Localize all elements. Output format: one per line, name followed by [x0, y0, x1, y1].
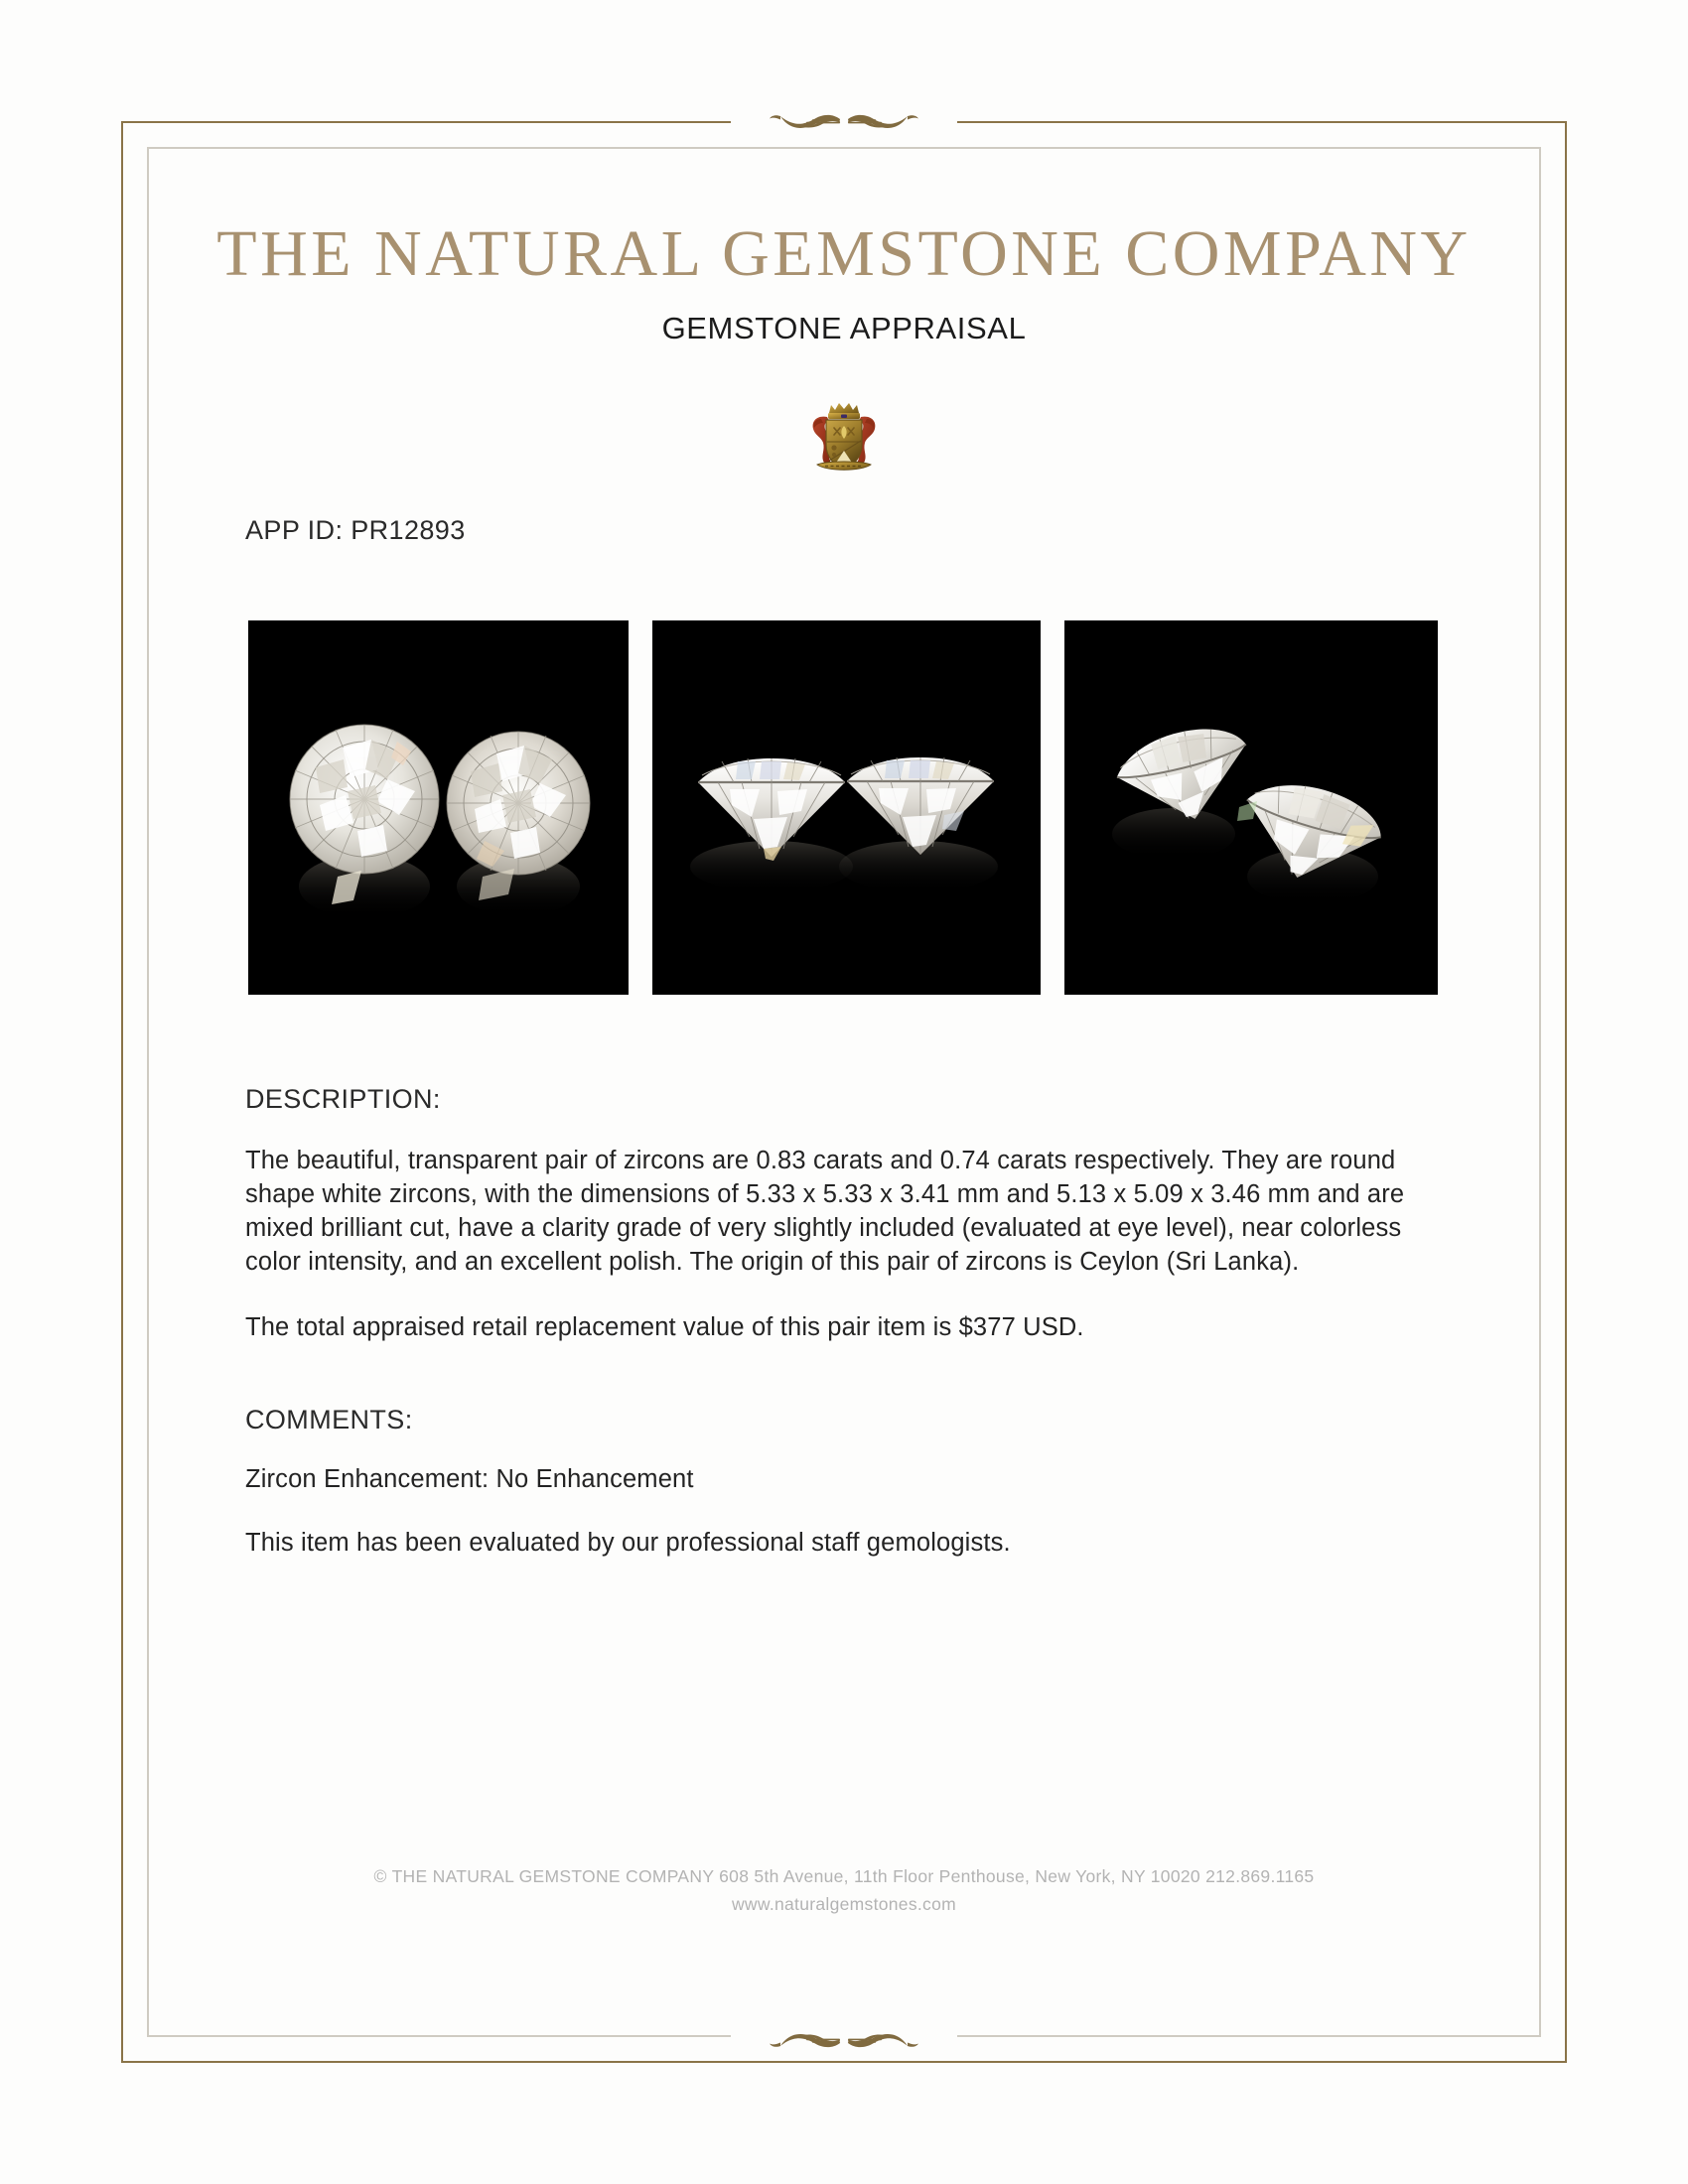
comment-evaluation: This item has been evaluated by our professional staff gemologists.	[245, 1529, 1011, 1557]
comments-heading: COMMENTS:	[245, 1405, 413, 1434]
gemstone-photo-profile-view	[652, 620, 1041, 995]
page-subtitle: GEMSTONE APPRAISAL	[661, 311, 1027, 345]
appraised-value-statement: The total appraised retail replacement value of this pair item is $377 USD.	[245, 1313, 1084, 1341]
heraldic-crest-icon	[799, 395, 889, 482]
company-title: THE NATURAL GEMSTONE COMPANY	[216, 217, 1472, 290]
gemstone-photo-angled-view	[1064, 620, 1438, 995]
gemstone-photo-top-view	[248, 620, 629, 995]
description-body: The beautiful, transparent pair of zircons are 0.83 carats and 0.74 carats respectively. They are round shape white zircons, with the dimensions of 5.33 x 5.33 x 3.41 mm and 5.13 x 5.09 x 3.46 mm and are mixed brilliant cut, have a clarity grade of very slightly included (evaluated at eye level), near colorless color intensity, and an excellent polish. The origin of this pair of zircons is Ceylon (Sri Lanka).	[245, 1147, 1405, 1276]
comment-enhancement: Zircon Enhancement: No Enhancement	[245, 1465, 694, 1493]
footer-address-line: © THE NATURAL GEMSTONE COMPANY 608 5th Avenue, 11th Floor Penthouse, New York, NY 10020 212.869.1165	[373, 1866, 1315, 1886]
footer-website-link[interactable]: www.naturalgemstones.com	[731, 1894, 957, 1914]
gemstone-photo-strip	[248, 620, 1438, 995]
app-id-label: APP ID: PR12893	[245, 515, 466, 545]
page-footer	[0, 1862, 1688, 1918]
description-heading: DESCRIPTION:	[245, 1084, 441, 1114]
